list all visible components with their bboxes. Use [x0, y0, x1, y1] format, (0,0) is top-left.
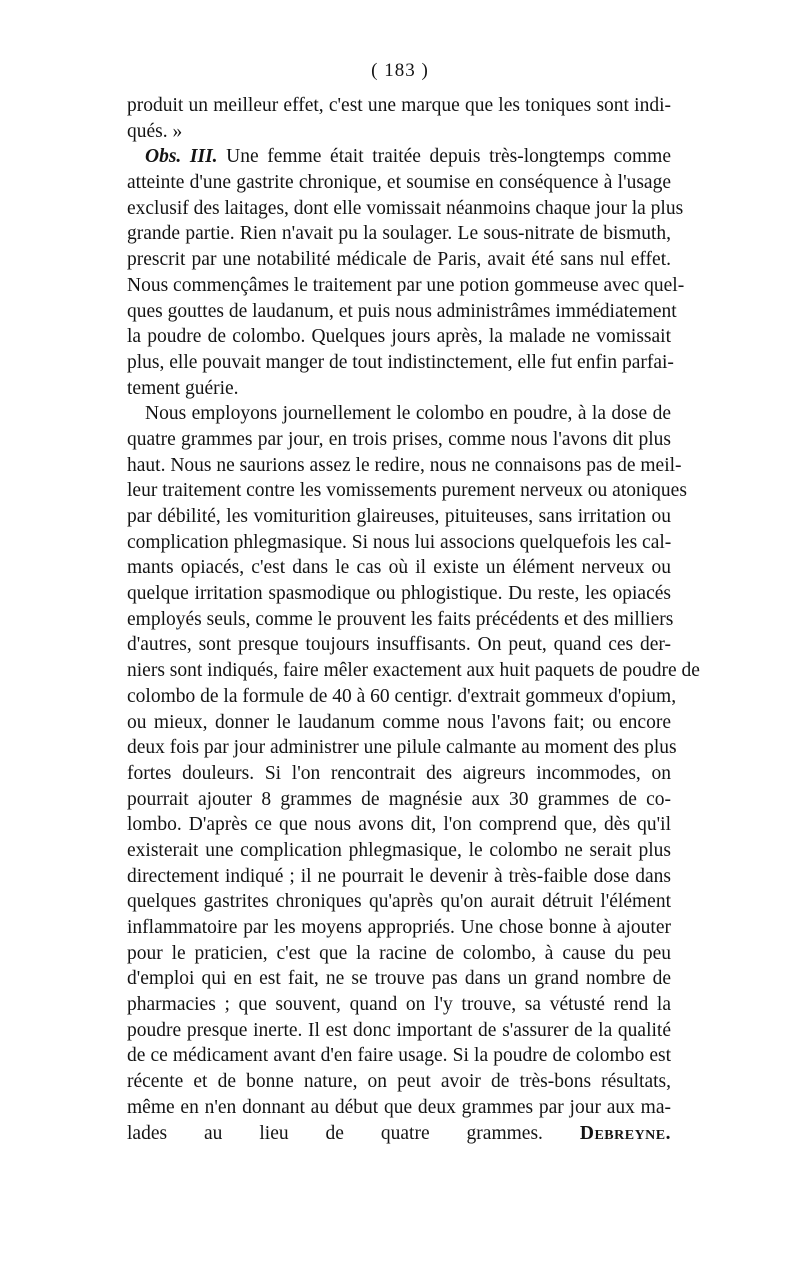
text-line: [127, 966, 671, 992]
line-text: deux fois par jour administrer une pilule calmante au moment des plus: [127, 737, 677, 759]
text-line: [127, 170, 671, 196]
line-text: produit un meilleur effet, c'est une marque que les toniques sont indi-: [127, 95, 671, 116]
text-line: [127, 889, 671, 915]
author-signature: Debreyne.: [579, 1122, 671, 1144]
text-line: [127, 607, 674, 633]
text-line: [127, 632, 671, 658]
text-line: [127, 1043, 671, 1069]
text-line: [127, 581, 671, 607]
text-line: [127, 376, 671, 402]
line-text: Une femme était traitée depuis très-longtemps comme: [217, 146, 672, 168]
text-line: [127, 478, 687, 504]
closing-line: [127, 1121, 671, 1147]
line-text: lombo. D'après ce que nous avons dit, l'on comprend que, dès qu'il: [127, 814, 671, 836]
text-line: [127, 684, 677, 710]
text-line: [127, 915, 671, 941]
line-text: d'autres, sont presque toujours insuffisants. On peut, quand ces der-: [127, 634, 671, 656]
text-line: [127, 1095, 671, 1121]
line-text: quatre grammes par jour, en trois prises, comme nous l'avons dit plus: [127, 428, 671, 450]
text-line: [127, 735, 677, 761]
text-line: [127, 144, 671, 170]
line-text: par débilité, les vomiturition glaireuses, pituiteuses, sans irritation ou: [127, 506, 671, 527]
line-text: de ce médicament avant d'en faire usage. Si la poudre de colombo est: [127, 1045, 671, 1067]
line-text: qués. »: [127, 120, 183, 142]
line-text: mants opiacés, c'est dans le cas où il existe un élément nerveux ou: [127, 557, 671, 579]
page-number: ( 183 ): [371, 60, 429, 81]
line-text: leur traitement contre les vomissements purement nerveux ou atoniques: [127, 480, 687, 502]
line-text: pharmacies ; que souvent, quand on l'y trouve, sa vétusté rend la: [127, 994, 671, 1016]
line-text: directement indiqué ; il ne pourrait le devenir à très-faible dose dans: [127, 865, 671, 887]
line-text: ou mieux, donner le laudanum comme nous l'avons fait; ou encore: [127, 711, 671, 733]
line-text: grande partie. Rien n'avait pu la soulager. Le sous-nitrate de bismuth,: [127, 223, 671, 245]
line-text: lades au lieu de quatre grammes.: [127, 1122, 543, 1144]
text-line: [127, 761, 671, 787]
line-text: pour le praticien, c'est que la racine de colombo, à cause du peu: [127, 942, 671, 964]
text-line: [127, 658, 700, 684]
text-line: [127, 1069, 671, 1095]
line-text: atteinte d'une gastrite chronique, et soumise en conséquence à l'usage: [127, 172, 671, 194]
line-text: plus, elle pouvait manger de tout indistinctement, elle fut enfin parfai-: [127, 351, 674, 373]
line-text: poudre presque inerte. Il est donc important de s'assurer de la qualité: [127, 1019, 671, 1041]
text-line: [127, 324, 671, 350]
text-line: [127, 299, 677, 325]
line-text: complication phlegmasique. Si nous lui associons quelquefois les cal-: [127, 531, 672, 553]
text-line: [127, 221, 671, 247]
line-text: Nous employons journellement le colombo en poudre, à la dose de: [145, 403, 671, 425]
line-text: haut. Nous ne saurions assez le redire, nous ne connaisons pas de meil-: [127, 454, 682, 476]
text-line: [127, 350, 674, 376]
text-line: [127, 838, 671, 864]
line-text: exclusif des laitages, dont elle vomissait néanmoins chaque jour la plus: [127, 197, 684, 219]
line-text: Nous commençâmes le traitement par une potion gommeuse avec quel-: [127, 274, 685, 296]
line-text: existerait une complication phlegmasique, le colombo ne serait plus: [127, 839, 671, 861]
line-text: récente et de bonne nature, on peut avoir de très-bons résultats,: [127, 1071, 671, 1093]
text-line: [127, 710, 671, 736]
line-text: quelques gastrites chroniques qu'après qu'on aurait détruit l'élément: [127, 891, 671, 913]
line-text: niers sont indiqués, faire mêler exactement aux huit paquets de poudre de: [127, 660, 700, 682]
text-line: [127, 93, 671, 119]
line-text: d'emploi qui en est fait, ne se trouve pas dans un grand nombre de: [127, 968, 671, 990]
text-line: [127, 504, 671, 530]
line-text: tement guérie.: [127, 377, 239, 399]
text-line: [127, 401, 671, 427]
text-line: [127, 787, 671, 813]
text-line: [127, 119, 671, 145]
text-line: [127, 247, 671, 273]
line-text: la poudre de colombo. Quelques jours après, la malade ne vomissait: [127, 326, 671, 348]
text-line: [127, 453, 682, 479]
text-line: [127, 864, 671, 890]
line-text: colombo de la formule de 40 à 60 centigr. d'extrait gommeux d'opium,: [127, 685, 677, 707]
text-line: [127, 1018, 671, 1044]
line-text: inflammatoire par les moyens appropriés. Une chose bonne à ajouter: [127, 917, 671, 938]
text-line: [127, 273, 685, 299]
line-text: prescrit par une notabilité médicale de Paris, avait été sans nul effet.: [127, 249, 671, 271]
line-text: même en n'en donnant au début que deux grammes par jour aux ma-: [127, 1096, 671, 1118]
body-text: [127, 93, 700, 1146]
line-text: quelque irritation spasmodique ou phlogistique. Du reste, les opiacés: [127, 583, 671, 605]
text-line: [127, 555, 671, 581]
text-line: [127, 992, 671, 1018]
observation-label: Obs. III.: [145, 146, 218, 168]
line-text: pourrait ajouter 8 grammes de magnésie aux 30 grammes de co-: [127, 788, 671, 810]
text-line: [127, 530, 671, 556]
text-line: [127, 941, 671, 967]
text-line: [127, 812, 671, 838]
text-line: [127, 427, 671, 453]
text-line: [127, 196, 684, 222]
line-text: fortes douleurs. Si l'on rencontrait des aigreurs incommodes, on: [127, 762, 671, 784]
line-text: ques gouttes de laudanum, et puis nous administrâmes immédiatement: [127, 300, 677, 322]
line-text: employés seuls, comme le prouvent les faits précédents et des milliers: [127, 608, 674, 630]
